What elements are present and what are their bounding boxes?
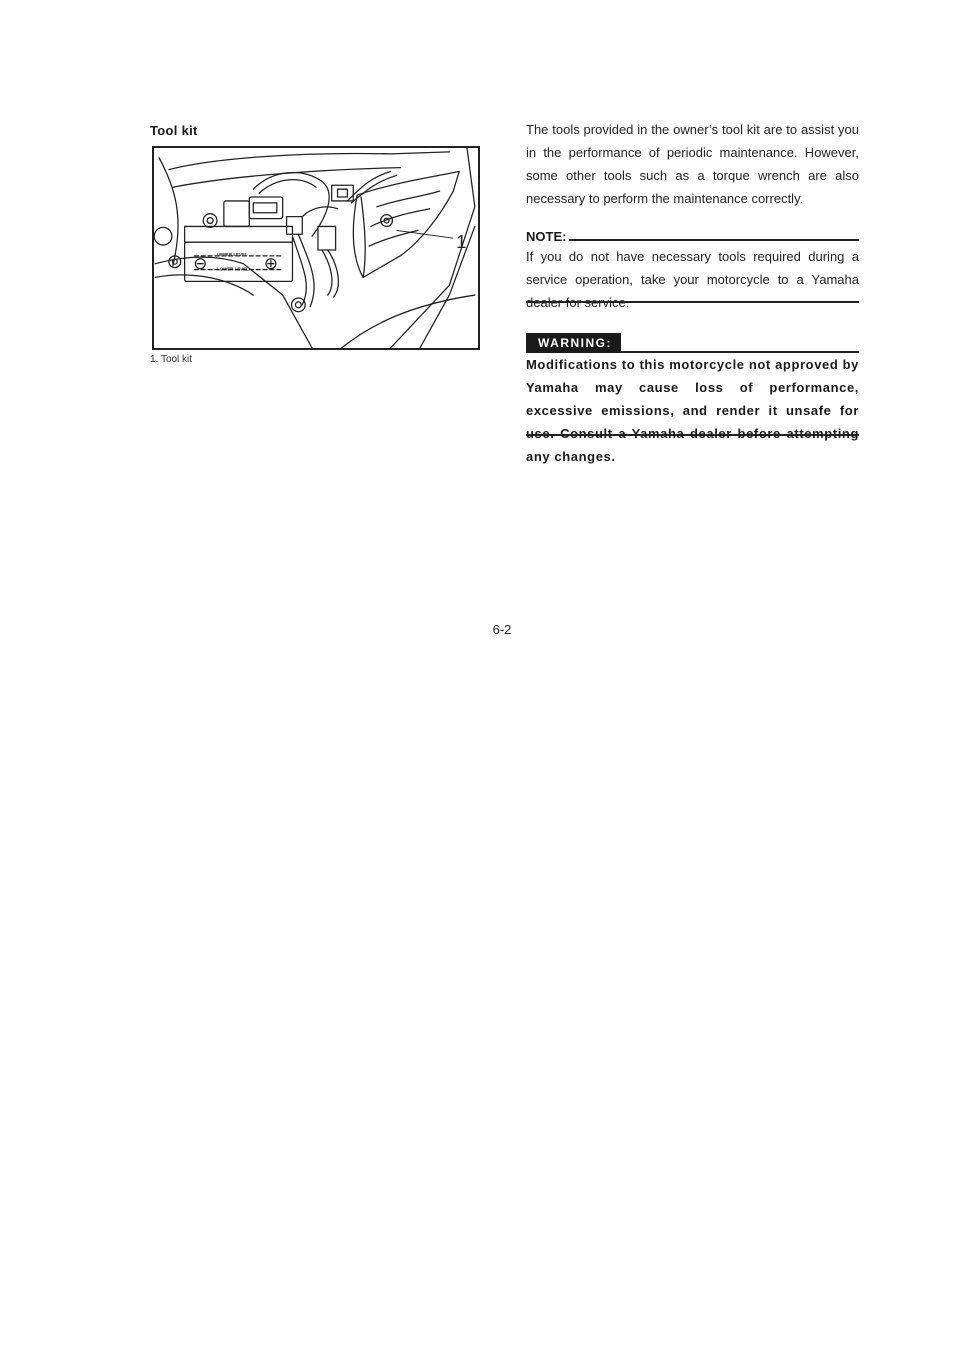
note-header [526, 229, 859, 244]
warning-header [526, 333, 859, 353]
note-bottom-rule [526, 301, 859, 303]
battery-upper-level-label: UPPER LEVEL [216, 251, 248, 257]
note-top-rule [569, 239, 859, 241]
section-title: Tool kit [150, 123, 198, 138]
note-text: If you do not have necessary tools required during a service operation, take your motorcycle to a Yamaha [526, 249, 859, 287]
battery-lower-level-label: LOWER LEVEL [216, 266, 249, 272]
figure-callout-number: 1 [456, 231, 467, 252]
warning-bottom-rule [526, 434, 859, 436]
warning-label: WARNING: [526, 333, 621, 353]
tool-kit-illustration [152, 146, 480, 350]
intro-paragraph: The tools provided in the owner’s tool kit are to assist you in the performance of periodic maintenance. However, some other tools such as a torque wrench are also necessary to perform the maintenance correctly. [526, 122, 859, 206]
warning-text: Modifications to this motorcycle not approved by Yamaha may cause loss of performance, excessive emissions, and render it unsafe for any changes. [526, 357, 859, 464]
figure-caption: 1. Tool kit [150, 354, 193, 365]
page-number: 6-2 [492, 622, 512, 637]
tool-kit-drawing [154, 148, 478, 348]
note-label: NOTE: [526, 229, 567, 244]
